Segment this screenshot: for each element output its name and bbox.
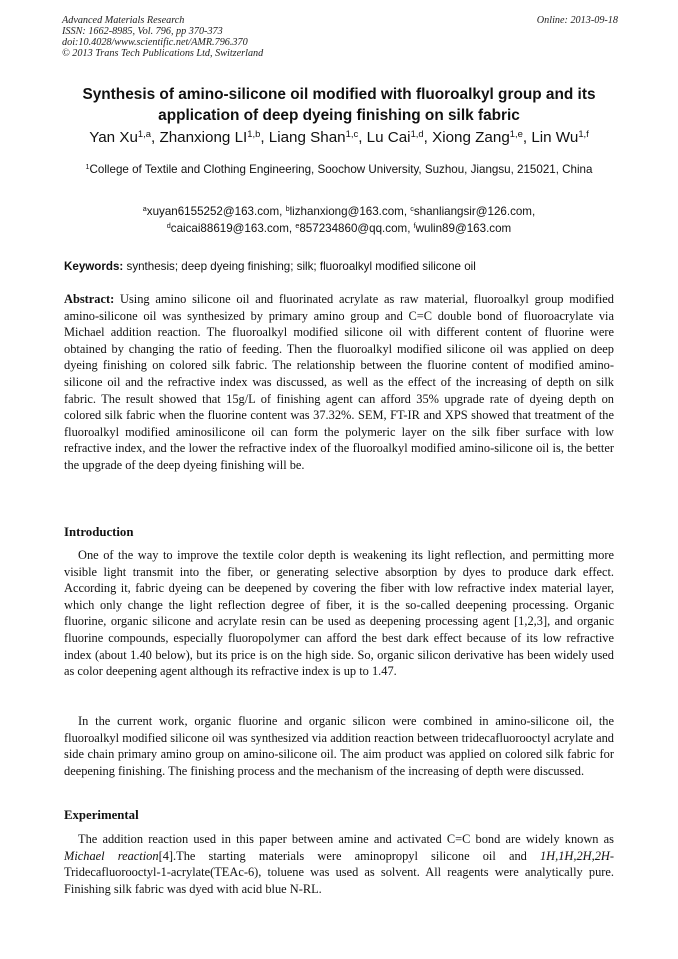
author-superscript: 1,a: [137, 127, 151, 139]
introduction-heading: Introduction: [64, 525, 134, 539]
author-name: Xiong Zang: [432, 129, 510, 146]
keywords-label: Keywords:: [64, 260, 124, 273]
journal-header: [62, 15, 618, 59]
copyright-line: © 2013 Trans Tech Publications Ltd, Switzerland: [62, 48, 264, 59]
author-name: Lu Cai: [366, 129, 411, 146]
paper-title: Synthesis of amino-silicone oil modified with fluoroalkyl group and its application of deep dyeing finishing on silk fabric: [82, 86, 596, 124]
experimental-paragraph: The addition reaction used in this paper between amine and activated C=C bond are widely known as Michael reaction[4].The starting materials were aminopropyl silicone oil and 1H,1H,2H,2H-Tridecafluorooctyl-1-acrylate(TEAc-6), toluene was used as solvent. All reagents were analytically pure. Finishing silk fabric was dyed with acid blue N-RL.: [64, 832, 614, 896]
email-a: xuyan6155252@163.com: [146, 205, 280, 218]
email-list: $^a$xuyan6155252@163.com, $^b$lizhanxiong@163.com, $^c$shanliangsir@126.com, $^d$caicai88619@163.com, $^e$857234860@qq.com, $^f$wulin89@163.com: [142, 204, 536, 235]
chemical-prefix: 1H,1H,2H,2H: [539, 848, 610, 863]
experimental-heading: Experimental: [64, 808, 139, 822]
keywords-text: synthesis; deep dyeing finishing; silk; fluoroalkyl modified silicone oil: [126, 260, 476, 273]
email-e: 857234860@qq.com: [299, 222, 408, 235]
author-superscript: 1,e: [509, 127, 523, 139]
doi-line: doi:10.4028/www.scientific.net/AMR.796.370: [62, 37, 248, 48]
affiliation-text: College of Textile and Clothing Engineering, Soochow University, Suzhou, Jiangsu, 215021, China: [89, 163, 593, 176]
email-d: caicai88619@163.com: [170, 222, 289, 235]
keywords: [64, 259, 624, 275]
email-c: shanliangsir@126.com: [413, 205, 532, 218]
affiliation: [80, 160, 598, 179]
online-date: Online: 2013-09-18: [536, 15, 618, 26]
author-name: Lin Wu: [531, 129, 579, 146]
author-name: Zhanxiong LI: [159, 129, 248, 146]
author-name: Liang Shan: [268, 129, 346, 146]
author-superscript: 1,c: [345, 127, 359, 139]
abstract: Abstract: Using amino silicone oil and fluorinated acrylate as raw material, fluoroalkyl group modified amino-silicone oil was synthesized by primary amino group and C=C double bond of fluoroacrylate via Michael addition reaction. The fluoroalkyl modified silicone oil with different content of fluorine were obtained by changing the ratio of feeding. Then the fluoroalkyl modified silicone oil was applied on deep dyeing finishing on colored silk fabric. The relationship between the fluorine content of modified amino-silicone oil and the refractive index was discussed, as well as the effect of the increasing of depth on silk fabric. The result showed that 15g/L of finishing agent can afford 35% upgrade rate of dyeing depth on colored silk fabric when the fluorine content was 37.32%. SEM, FT-IR and XPS showed that treatment of the fluoroalkyl modified aminosilicone oil can form the polymeric layer on the silk fiber surface with low refractive index, and the lower the refractive index of the fluoroalkyl modified amino-silicone oil is, the better the upgrade of the deep dyeing finishing will be.: [64, 292, 614, 472]
author-list: Yan Xu$^{1,a}$, Zhanxiong LI$^{1,b}$, Liang Shan$^{1,c}$, Lu Cai$^{1,d}$, Xiong Zang$^{1,e}$, Lin Wu$^{1,f}$: [89, 127, 589, 146]
email-b: lizhanxiong@163.com: [289, 205, 404, 218]
michael-reaction-term: Michael reaction: [64, 848, 159, 863]
author-superscript: 1,f: [578, 127, 589, 139]
author-name: Yan Xu: [89, 129, 138, 146]
abstract-label: Abstract: [64, 292, 111, 306]
introduction-paragraph-2: In the current work, organic fluorine and organic silicon were combined in amino-silicone oil, the fluoroalkyl modified silicone oil was synthesized via addition reaction between tridecafluorooctyl acrylate and side chain primary amino group on amino-silicone oil. The aim product was applied on colored silk fabric for deepening finishing. The finishing process and the mechanism of the increasing of depth were discussed.: [64, 714, 614, 778]
issn-line: ISSN: 1662-8985, Vol. 796, pp 370-373: [62, 26, 223, 37]
affiliation-superscript: 1: [85, 162, 90, 172]
introduction-paragraph-1: One of the way to improve the textile color depth is weakening its light reflection, and permitting more visible light transmit into the fiber, or generating selective absorption by dyes to produce dark effect. According it, fabric dyeing can be deepened by covering the fiber with low refractive index material layer, which only change the light reflection degree of fiber, it is the so-called deepening processing. Organic fluorine, organic silicone and acrylate resin can be used as deepening processing agent [1,2,3], and organic fluorine compounds, especially fluoropolymer can afford the best dark effect because of its low refractive index (about 1.40 below), but its price is on the high side. So, organic silicon derivative has been widely used as color deepening agent although its refractive index is up to 1.47.: [64, 548, 614, 679]
journal-name: Advanced Materials Research: [62, 15, 185, 26]
email-f: wulin89@163.com: [415, 222, 512, 235]
abstract-text: Using amino silicone oil and fluorinated acrylate as raw material, fluoroalkyl group modified amino-silicone oil was synthesized by primary amino group and C=C double bond of fluoroacrylate via Michael addition reaction. The fluoroalkyl modified silicone oil with different content of fluorine were obtained by changing the ratio of feeding. Then the fluoroalkyl modified silicone oil was applied on deep dyeing finishing on colored silk fabric. The relationship between the fluorine content of modified amino-silicone oil and the refractive index was discussed, as well as the effect of the increasing of depth on silk fabric. The result showed that 15g/L of finishing agent can afford 35% upgrade rate of dyeing depth on colored silk fabric when the fluorine content was 37.32%. SEM, FT-IR and XPS showed that treatment of the fluoroalkyl modified aminosilicone oil can form the polymeric layer on the silk fiber surface with low refractive index, and the lower the refractive index of the fluoroalkyl modified amino-silicone oil is, the better the upgrade of the deep dyeing finishing will be.: [64, 292, 614, 472]
author-superscript: 1,d: [410, 127, 424, 139]
author-superscript: 1,b: [247, 127, 261, 139]
